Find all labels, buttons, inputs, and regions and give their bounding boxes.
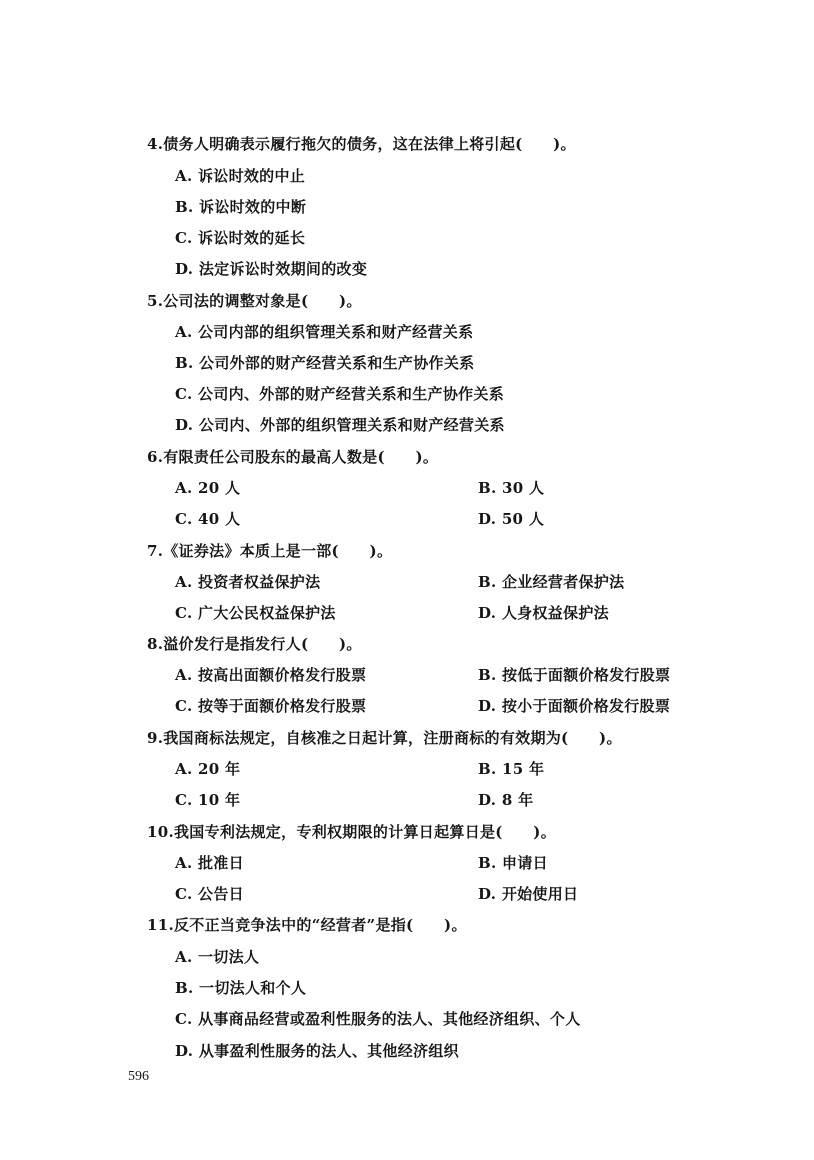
question-7-option-a: A. 投资者权益保护法: [175, 573, 321, 591]
question-7-option-c: C. 广大公民权益保护法: [175, 604, 336, 622]
question-4-stem: 4.债务人明确表示履行拖欠的债务，这在法律上将引起( )。: [147, 135, 576, 153]
question-10-option-b: B. 申请日: [478, 854, 548, 872]
question-5-option-c: C. 公司内、外部的财产经营关系和生产协作关系: [175, 385, 505, 403]
question-10-option-c: C. 公告日: [175, 885, 244, 903]
question-7-stem: 7.《证券法》本质上是一部( )。: [147, 542, 393, 560]
question-4-option-d: D. 法定诉讼时效期间的改变: [175, 260, 368, 278]
question-5-option-b: B. 公司外部的财产经营关系和生产协作关系: [175, 354, 475, 372]
question-6-option-b: B. 30 人: [478, 479, 545, 497]
question-8-stem: 8.溢价发行是指发行人( )。: [147, 635, 362, 653]
question-9-option-d: D. 8 年: [478, 791, 534, 809]
question-7-option-d: D. 人身权益保护法: [478, 604, 609, 622]
page-number: 596: [128, 1069, 149, 1084]
question-10-option-d: D. 开始使用日: [478, 885, 579, 903]
question-5-option-d: D. 公司内、外部的组织管理关系和财产经营关系: [175, 416, 505, 434]
question-11-option-b: B. 一切法人和个人: [175, 979, 307, 997]
question-4-option-a: A. 诉讼时效的中止: [175, 167, 306, 185]
question-9-option-a: A. 20 年: [175, 760, 241, 778]
question-11-option-d: D. 从事盈利性服务的法人、其他经济组织: [175, 1042, 459, 1060]
question-8-option-c: C. 按等于面额价格发行股票: [175, 697, 367, 715]
question-8-option-a: A. 按高出面额价格发行股票: [175, 666, 367, 684]
question-11-option-c: C. 从事商品经营或盈利性服务的法人、其他经济组织、个人: [175, 1010, 581, 1028]
question-6-stem: 6.有限责任公司股东的最高人数是( )。: [147, 448, 439, 466]
question-6-option-c: C. 40 人: [175, 510, 241, 528]
question-9-option-b: B. 15 年: [478, 760, 545, 778]
question-5-option-a: A. 公司内部的组织管理关系和财产经营关系: [175, 323, 474, 341]
question-5-stem: 5.公司法的调整对象是( )。: [147, 292, 362, 310]
question-10-stem: 10.我国专利法规定，专利权期限的计算日起算日是( )。: [147, 823, 556, 841]
question-4-option-c: C. 诉讼时效的延长: [175, 229, 306, 247]
question-6-option-d: D. 50 人: [478, 510, 545, 528]
question-10-option-a: A. 批准日: [175, 854, 244, 872]
question-9-stem: 9.我国商标法规定，自核准之日起计算，注册商标的有效期为( )。: [147, 729, 622, 747]
question-8-option-d: D. 按小于面额价格发行股票: [478, 697, 671, 715]
question-11-stem: 11.反不正当竞争法中的“经营者”是指( )。: [147, 916, 467, 934]
question-4-option-b: B. 诉讼时效的中断: [175, 198, 307, 216]
question-9-option-c: C. 10 年: [175, 791, 241, 809]
question-8-option-b: B. 按低于面额价格发行股票: [478, 666, 671, 684]
question-6-option-a: A. 20 人: [175, 479, 241, 497]
question-7-option-b: B. 企业经营者保护法: [478, 573, 625, 591]
question-11-option-a: A. 一切法人: [175, 948, 260, 966]
